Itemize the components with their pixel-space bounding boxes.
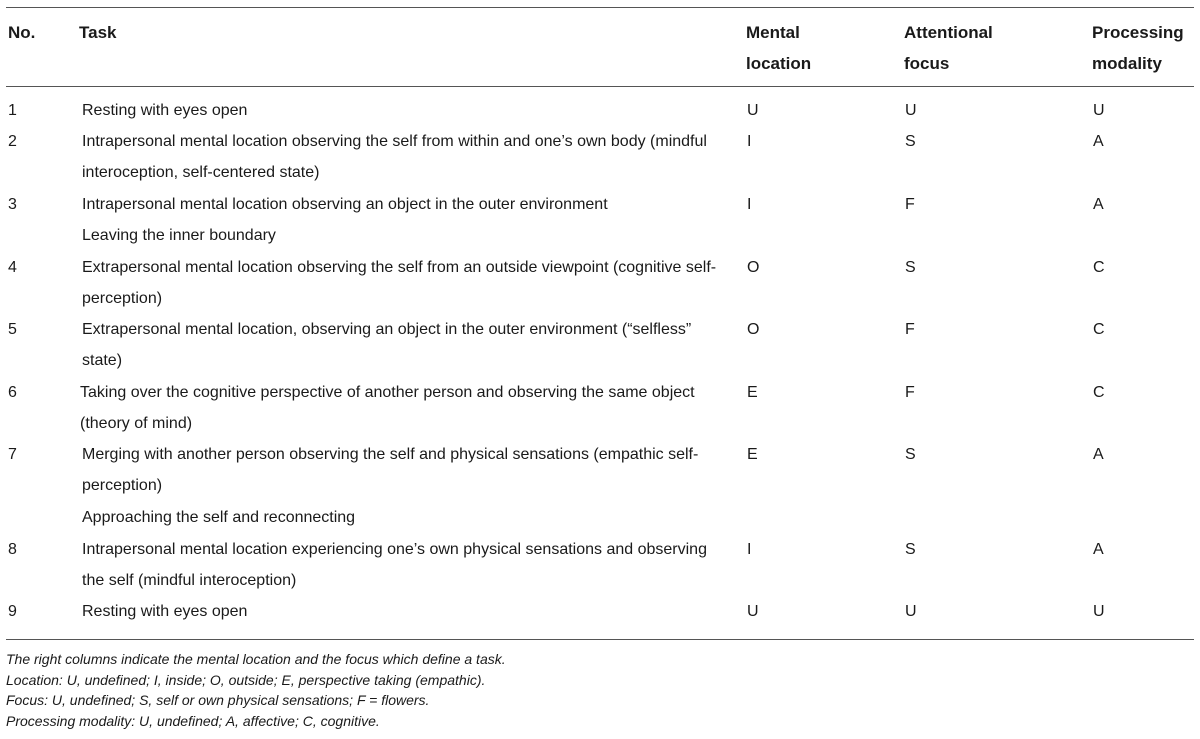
header-mental-location: Mental location bbox=[746, 23, 812, 73]
row-mental-location: I bbox=[747, 133, 752, 150]
row-attentional-focus: S bbox=[905, 259, 916, 276]
row-mental-location: I bbox=[747, 196, 752, 213]
row-processing-modality: C bbox=[1093, 321, 1105, 338]
row-mental-location: U bbox=[747, 603, 759, 620]
row-mental-location: U bbox=[747, 102, 759, 119]
row-task: Intrapersonal mental location experiencing one’s own physical sensations and observing the self (mindful interoception) bbox=[82, 541, 707, 589]
row-task: Resting with eyes open bbox=[82, 102, 248, 119]
footnote: Location: U, undefined; I, inside; O, outside; E, perspective taking (empathic). bbox=[6, 671, 486, 688]
row-number: 2 bbox=[8, 133, 17, 150]
header-no: No. bbox=[8, 23, 36, 42]
table-header-rule bbox=[6, 86, 1194, 87]
row-attentional-focus: S bbox=[905, 541, 916, 558]
row-attentional-focus: S bbox=[905, 133, 916, 150]
row-attentional-focus: F bbox=[905, 321, 915, 338]
section-heading: Leaving the inner boundary bbox=[82, 227, 276, 244]
row-task: Intrapersonal mental location observing the self from within and one’s own body (mindful interoception, self-centered state) bbox=[82, 133, 707, 181]
row-number: 3 bbox=[8, 196, 17, 213]
row-mental-location: E bbox=[747, 384, 758, 401]
row-number: 7 bbox=[8, 446, 17, 463]
row-number: 5 bbox=[8, 321, 17, 338]
row-task: Taking over the cognitive perspective of another person and observing the same object (theory of mind) bbox=[80, 384, 695, 432]
row-processing-modality: C bbox=[1093, 384, 1105, 401]
row-processing-modality: A bbox=[1093, 541, 1104, 558]
row-processing-modality: C bbox=[1093, 259, 1105, 276]
row-attentional-focus: U bbox=[905, 603, 917, 620]
footnote: The right columns indicate the mental location and the focus which define a task. bbox=[6, 651, 506, 667]
header-task: Task bbox=[79, 23, 117, 42]
row-processing-modality: A bbox=[1093, 196, 1104, 213]
row-mental-location: O bbox=[747, 259, 760, 276]
row-processing-modality: U bbox=[1093, 603, 1105, 620]
row-task: Extrapersonal mental location, observing an object in the outer environment (“selfless” state) bbox=[82, 321, 692, 369]
row-processing-modality: U bbox=[1093, 102, 1105, 119]
header-attentional-focus: Attentional focus bbox=[904, 23, 993, 73]
row-number: 1 bbox=[8, 102, 17, 119]
row-mental-location: I bbox=[747, 541, 752, 558]
row-processing-modality: A bbox=[1093, 133, 1104, 150]
row-number: 8 bbox=[8, 541, 17, 558]
table-footnotes bbox=[6, 649, 506, 731]
row-attentional-focus: S bbox=[905, 446, 916, 463]
row-mental-location: O bbox=[747, 321, 760, 338]
row-attentional-focus: F bbox=[905, 196, 915, 213]
table-bottom-rule bbox=[6, 639, 1194, 640]
footnote: Processing modality: U, undefined; A, affective; C, cognitive. bbox=[6, 712, 380, 729]
row-processing-modality: A bbox=[1093, 446, 1104, 463]
row-task: Extrapersonal mental location observing the self from an outside viewpoint (cognitive self-perception) bbox=[82, 259, 717, 307]
footnote: Focus: U, undefined; S, self or own physical sensations; F = flowers. bbox=[6, 692, 430, 708]
row-attentional-focus: U bbox=[905, 102, 917, 119]
row-task: Resting with eyes open bbox=[82, 603, 248, 620]
row-number: 9 bbox=[8, 603, 17, 620]
row-task: Intrapersonal mental location observing an object in the outer environment bbox=[82, 196, 608, 213]
row-number: 4 bbox=[8, 259, 17, 276]
row-task: Merging with another person observing the self and physical sensations (empathic self-perception) bbox=[82, 446, 699, 494]
section-heading: Approaching the self and reconnecting bbox=[82, 509, 356, 526]
row-mental-location: E bbox=[747, 446, 758, 463]
header-processing-modality: Processing modality bbox=[1092, 23, 1184, 73]
table-top-rule bbox=[6, 7, 1194, 8]
row-attentional-focus: F bbox=[905, 384, 915, 401]
row-number: 6 bbox=[8, 384, 17, 401]
